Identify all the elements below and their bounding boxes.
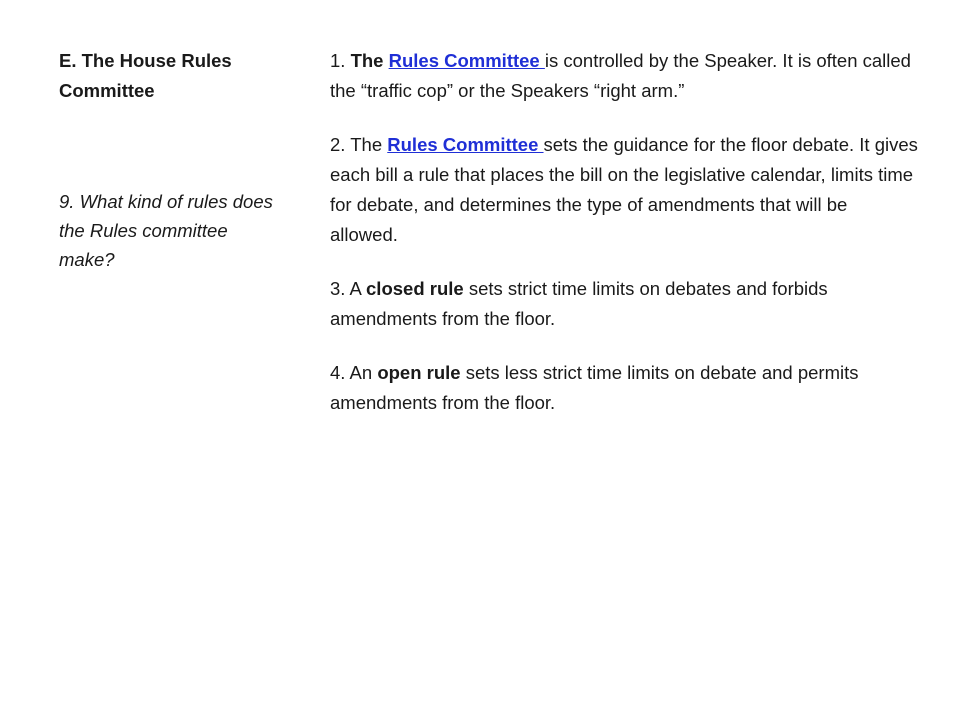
point-2-prefix: 2. The <box>330 134 388 155</box>
point-2 <box>330 130 920 250</box>
left-column <box>59 46 274 274</box>
point-2-text: sets the guidance for the floor debate. It gives each bill a rule that places the bill on the legislative calendar, limits time for debate, and determines the type of amendments that will be allowed. <box>330 134 918 245</box>
point-1-bold: The <box>350 50 389 71</box>
point-4 <box>330 358 920 418</box>
rules-committee-link-1[interactable]: Rules Committee <box>388 50 545 71</box>
study-question: 9. What kind of rules does the Rules committee make? <box>59 191 273 270</box>
section-heading: E. The House Rules Committee <box>59 50 232 101</box>
point-1-prefix: 1. <box>330 50 351 71</box>
notes-column <box>330 46 920 442</box>
point-3 <box>330 274 920 334</box>
point-4-bold: open rule <box>377 362 461 383</box>
point-3-prefix: 3. A <box>330 278 367 299</box>
point-3-text: sets strict time limits on debates and forbids amendments from the floor. <box>330 278 828 329</box>
point-4-text: sets less strict time limits on debate and permits amendments from the floor. <box>330 362 859 413</box>
point-4-prefix: 4. An <box>330 362 378 383</box>
rules-committee-link-2[interactable]: Rules Committee <box>387 134 544 155</box>
point-1-text: is controlled by the Speaker. It is often called the “traffic cop” or the Speakers “right arm.” <box>330 50 911 101</box>
point-1 <box>330 46 920 106</box>
point-3-bold: closed rule <box>366 278 464 299</box>
